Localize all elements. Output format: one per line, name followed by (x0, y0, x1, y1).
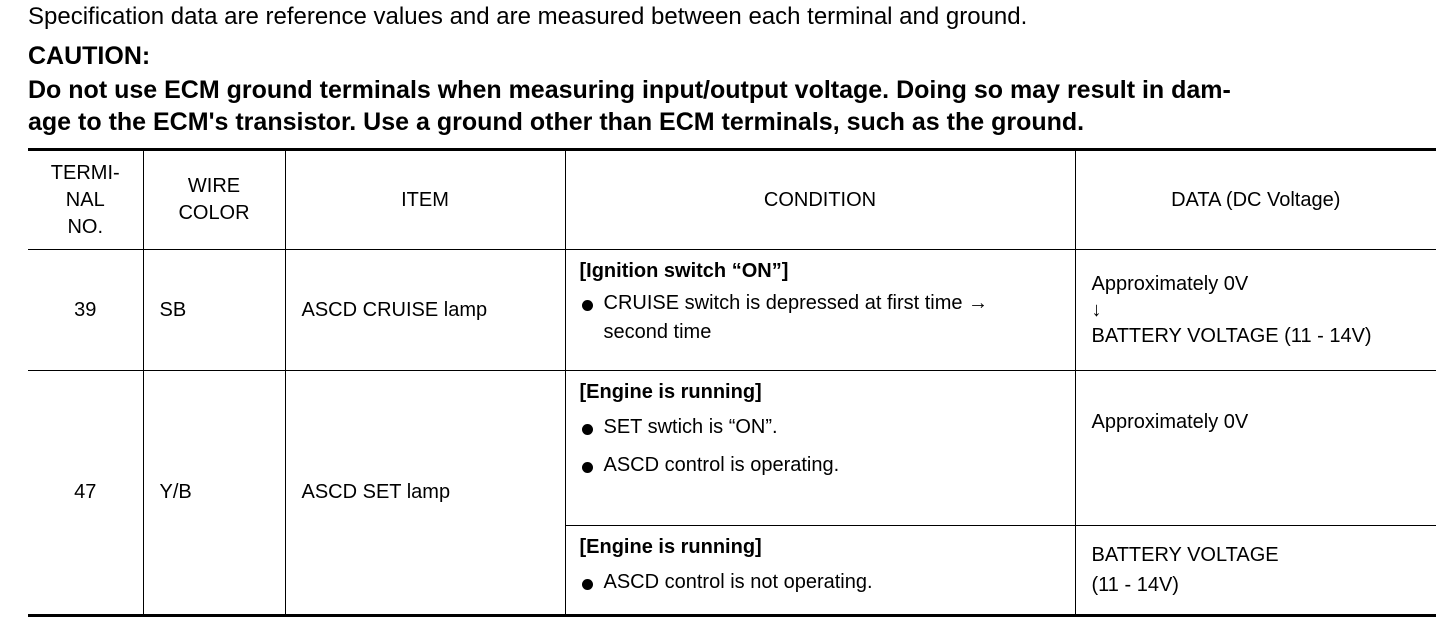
header-wire-color (143, 150, 285, 250)
header-item: ITEM (285, 150, 565, 250)
data-value-cell (1075, 371, 1436, 526)
data-value-cell (1075, 250, 1436, 371)
terminal-spec-table (28, 148, 1436, 617)
bullet-text: CRUISE switch is depressed at first time → (603, 292, 989, 314)
bullet-icon (582, 462, 593, 473)
condition-cell (565, 526, 1075, 616)
bullet-icon (582, 579, 593, 590)
bullet-text: second time (603, 321, 712, 343)
condition-bullet (580, 413, 1075, 442)
header-terminal-no (28, 150, 143, 250)
specification-note: Specification data are reference values and are measured between each terminal and ground. (28, 3, 1028, 30)
bullet-icon (582, 300, 593, 311)
header-text: NO. (67, 215, 104, 238)
bullet-text: ASCD control is operating. (603, 454, 840, 476)
table-row (28, 371, 1436, 526)
condition-bullet (580, 568, 1075, 597)
table-header-row (28, 150, 1436, 250)
bullet-text: SET swtich is “ON”. (603, 416, 778, 438)
header-text: COLOR (178, 202, 250, 224)
condition-heading: [Engine is running] (579, 536, 762, 558)
terminal-number: 39 (28, 250, 143, 371)
condition-bullet (580, 289, 1075, 347)
header-text: TERMI- (50, 161, 120, 184)
bullet-icon (582, 424, 593, 435)
data-value: Approximately 0V (1091, 273, 1249, 295)
wire-color: SB (143, 250, 285, 371)
condition-bullet (580, 451, 1075, 480)
wire-color: Y/B (143, 371, 285, 616)
condition-heading: [Engine is running] (579, 381, 762, 403)
caution-text-line: age to the ECM's transistor. Use a ground other than ECM terminals, such as the ground. (28, 108, 1085, 136)
data-value: BATTERY VOLTAGE (1091, 544, 1279, 566)
terminal-number: 47 (28, 371, 143, 616)
item-name: ASCD SET lamp (285, 371, 565, 616)
item-name: ASCD CRUISE lamp (285, 250, 565, 371)
bullet-text: ASCD control is not operating. (603, 571, 873, 593)
caution-text (28, 74, 1440, 138)
data-value: (11 - 14V) (1091, 574, 1179, 596)
table-row (28, 250, 1436, 371)
header-condition: CONDITION (565, 150, 1075, 250)
data-value: BATTERY VOLTAGE (11 - 14V) (1091, 325, 1372, 347)
condition-heading: [Ignition switch “ON”] (579, 260, 789, 282)
caution-text-line: Do not use ECM ground terminals when measuring input/output voltage. Doing so may result in dam- (28, 76, 1231, 104)
condition-cell (565, 371, 1075, 526)
data-value-cell (1075, 526, 1436, 616)
data-value: Approximately 0V (1091, 411, 1249, 433)
down-arrow-icon: ↓ (1091, 299, 1102, 321)
header-text: WIRE (187, 175, 241, 197)
header-data: DATA (DC Voltage) (1075, 150, 1436, 250)
caution-title: CAUTION: (28, 42, 151, 70)
header-text: NAL (65, 188, 105, 211)
condition-cell (565, 250, 1075, 371)
